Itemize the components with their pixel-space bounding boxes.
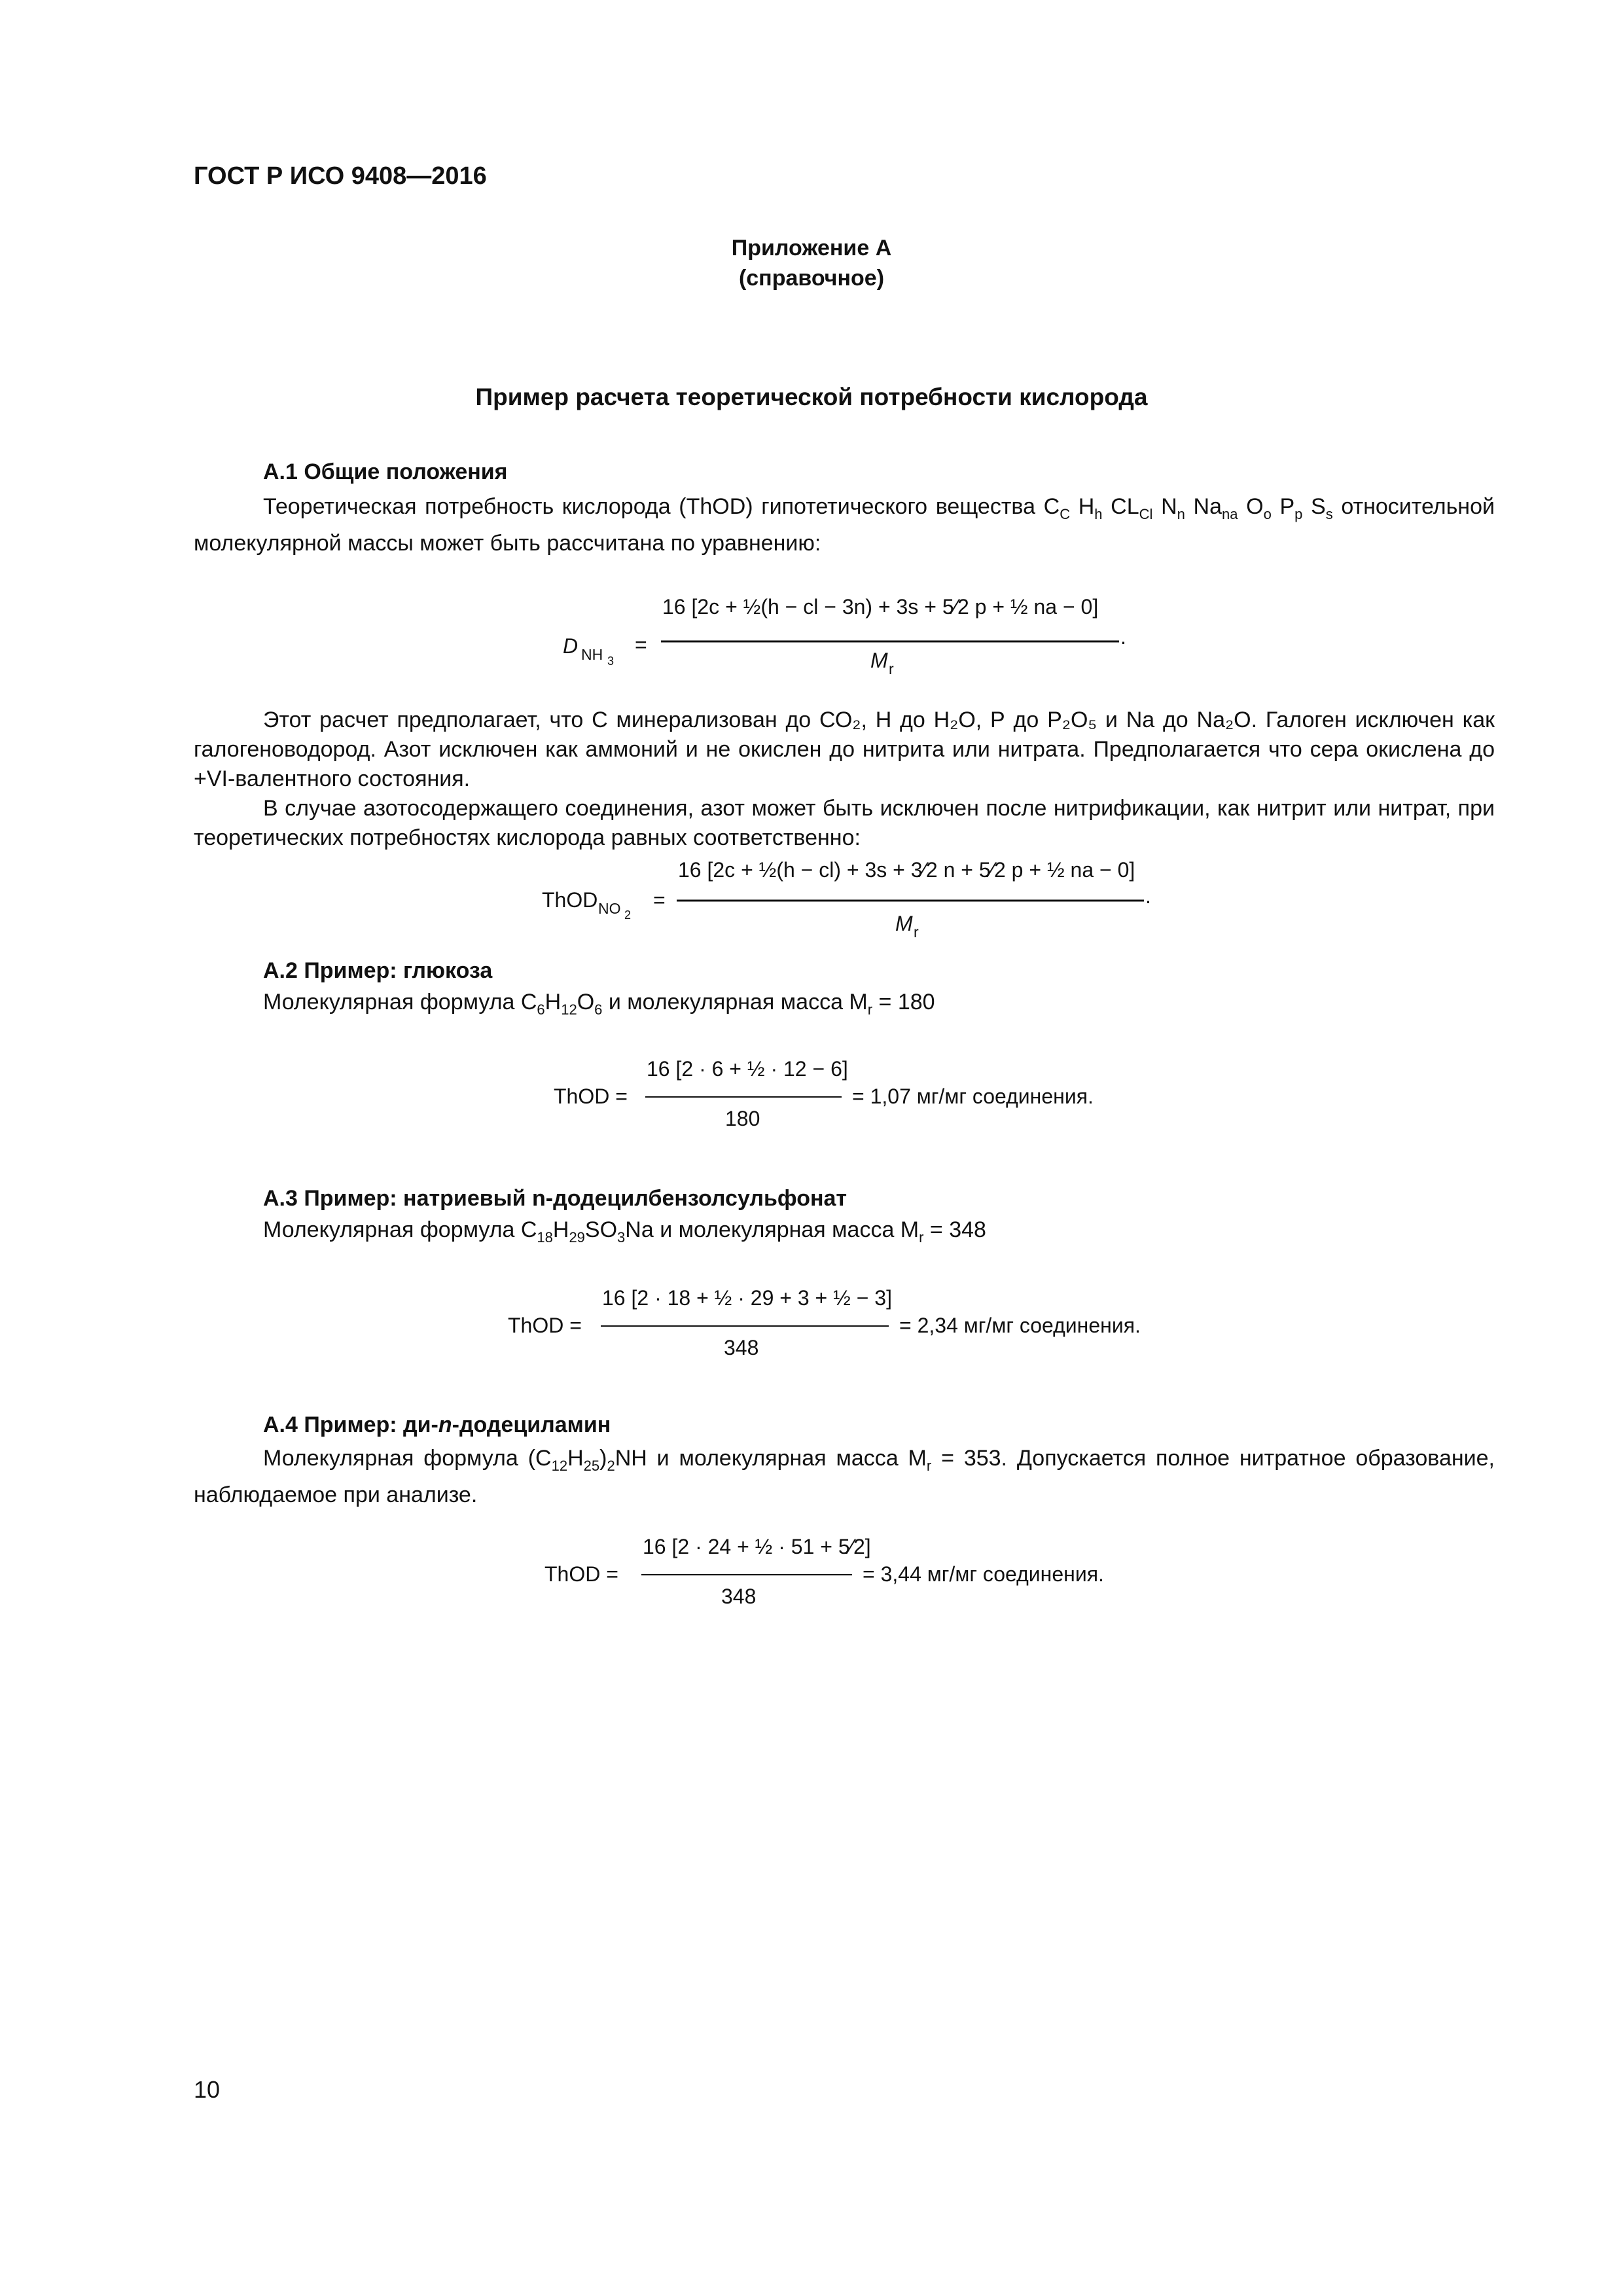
svg-text:2: 2	[624, 908, 632, 922]
section-a3-formula-line: Молекулярная формула $C_{18}H_{29}SO_3Na$ и молекулярная масса $M_r = 348$	[263, 1217, 986, 1246]
section-a1-paragraph-2: Этот расчет предполагает, что С минерализован до СО₂, Н до Н₂О, Р до Р₂О₅ и Na до Na₂О. Галоген исключен как галогеноводород. Азот исключен как аммоний и не окислен до нитрита или нитрата. Предполагается что сера окислена до +VI-валентного состояния.	[194, 708, 1495, 791]
eq2-numerator: 16 [2c + ½(h − cl) + 3s + 3⁄2 n + 5⁄2 p + ½ na − 0]	[678, 858, 1135, 882]
section-a2-heading: А.2 Пример: глюкоза	[263, 958, 493, 983]
svg-text:=: =	[653, 888, 666, 912]
equation-4	[508, 1276, 1195, 1368]
svg-text:.: .	[1145, 884, 1151, 908]
section-a1-heading: А.1 Общие положения	[263, 459, 508, 484]
section-a1-paragraph-3: В случае азотосодержащего соединения, азот может быть исключен после нитрификации, как нитрит или нитрат, при теоретических потребностях кислорода равных соответственно:	[194, 796, 1495, 850]
eq4-lhs: ThOD =	[508, 1314, 582, 1337]
eq1-numerator: 16 [2c + ½(h − cl − 3n) + 3s + 5⁄2 p + ½ na − 0]	[662, 595, 1099, 619]
section-a1-intro: Теоретическая потребность кислорода (ThOD) гипотетического вещества $C_C$ $H_h$ $CL_{Cl}$ $N_n$ $Na_{na}$ $O_o$ $P_p$ $S_s$ относительной молекулярной массы может быть рассчитана по уравнению:	[194, 494, 1495, 556]
eq2-denominator: M	[895, 912, 913, 935]
eq1-lhs: D	[563, 634, 579, 658]
equation-5	[544, 1525, 1199, 1617]
equation-1	[563, 576, 1152, 681]
section-a4-heading: А.4 Пример: ди-n-додециламин	[263, 1412, 611, 1437]
svg-text:NO: NO	[598, 900, 621, 917]
section-a2-formula-line: Молекулярная формула $C_6H_{12}O_6$ и молекулярная масса $M_r = 180$	[263, 990, 935, 1018]
section-a4-formula-line: Молекулярная формула $(C_{12}H_{25})_2NH$ и молекулярная масса $M_r = 353$. Допускается полное нитратное образование, наблюдаемое при анализе.	[194, 1446, 1495, 1507]
page-title: Пример расчета теоретической потребности кислорода	[475, 384, 1148, 410]
eq2-denominator-sub: r	[914, 924, 919, 941]
eq5-denominator: 348	[721, 1585, 757, 1608]
section-a3-heading: А.3 Пример: натриевый n-додецилбензолсульфонат	[263, 1186, 847, 1211]
eq5-result: = 3,44 мг/мг соединения.	[863, 1562, 1104, 1586]
eq5-numerator: 16 [2 · 24 + ½ · 51 + 5⁄2]	[643, 1535, 871, 1558]
a1-intro-part1: Теоретическая потребность кислорода (ThOD) гипотетического вещества C	[263, 494, 1060, 519]
svg-text:3: 3	[607, 655, 615, 668]
svg-text:=: =	[635, 633, 647, 656]
page-number: 10	[194, 2076, 221, 2103]
appendix-label: Приложение А	[731, 236, 892, 260]
eq2-lhs: ThOD	[542, 888, 598, 912]
eq3-lhs: ThOD =	[554, 1085, 628, 1108]
eq3-denominator: 180	[725, 1107, 760, 1130]
eq4-denominator: 348	[724, 1336, 759, 1359]
appendix-heading	[0, 233, 1623, 293]
appendix-type: (справочное)	[738, 266, 885, 291]
eq4-numerator: 16 [2 · 18 + ½ · 29 + 3 + ½ − 3]	[602, 1286, 892, 1310]
equation-2	[542, 844, 1164, 949]
eq4-result: = 2,34 мг/мг соединения.	[899, 1314, 1141, 1337]
eq1-denominator: M	[870, 649, 888, 672]
svg-text:.: .	[1120, 625, 1126, 649]
equation-3	[554, 1047, 1143, 1139]
a1-intro-part2: относительной молекулярной массы может быть рассчитана по уравнению:	[194, 494, 1495, 556]
eq3-numerator: 16 [2 · 6 + ½ · 12 − 6]	[647, 1057, 848, 1081]
eq3-result: = 1,07 мг/мг соединения.	[852, 1085, 1094, 1108]
eq5-lhs: ThOD =	[544, 1562, 618, 1586]
document-header: ГОСТ Р ИСО 9408—2016	[194, 162, 487, 190]
eq1-denominator-sub: r	[889, 660, 894, 677]
svg-text:NH: NH	[581, 646, 603, 663]
